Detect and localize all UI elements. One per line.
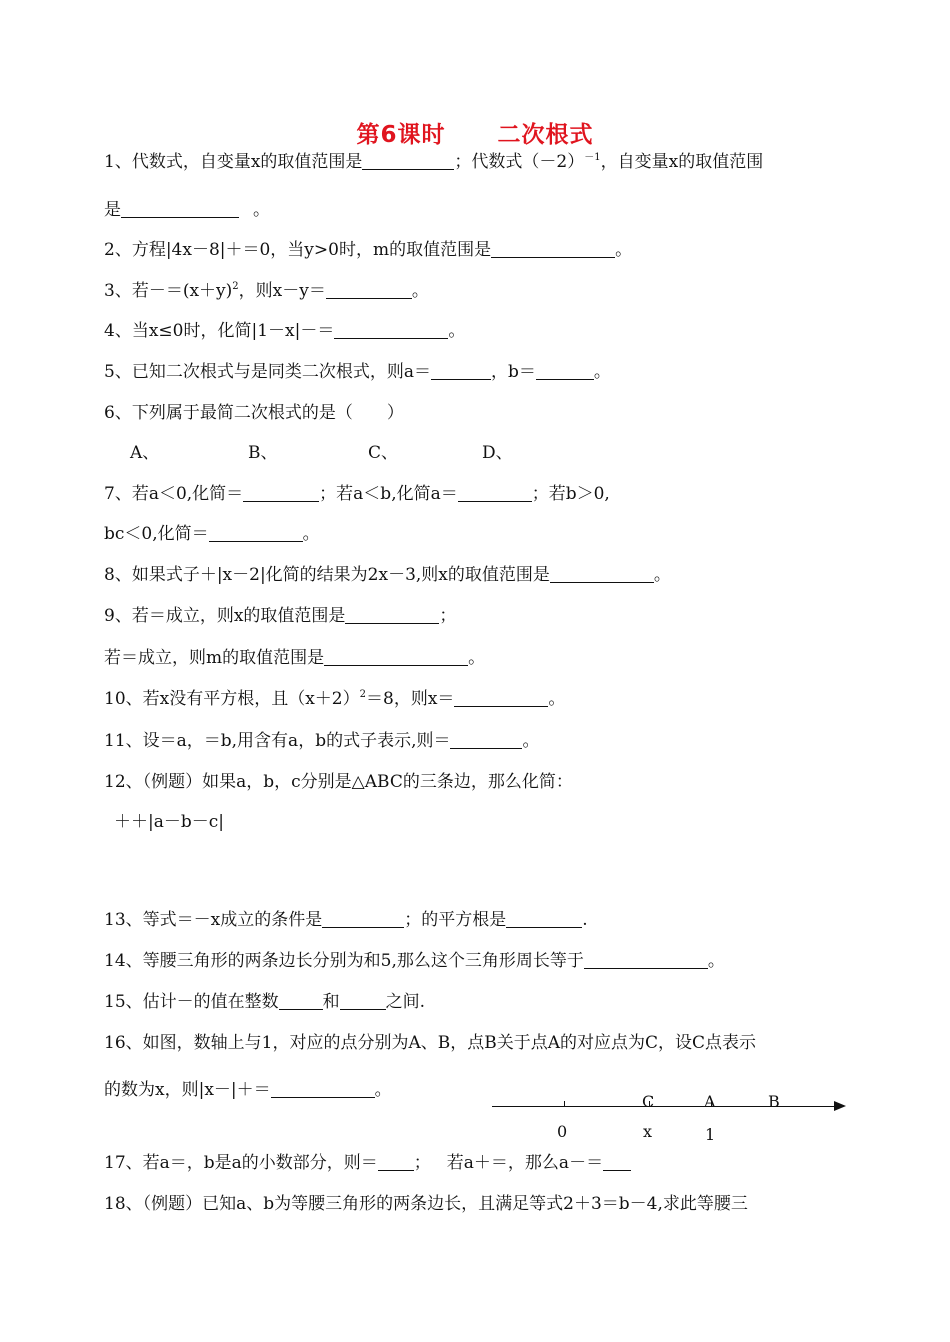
- answer-blank[interactable]: [271, 1079, 375, 1098]
- answer-blank[interactable]: [121, 199, 239, 218]
- answer-blank[interactable]: [378, 1152, 414, 1171]
- question-8: 8、如果式子＋|x－2|化简的结果为2x－3,则x的取值范围是 。: [104, 565, 671, 585]
- point-label-b: B: [768, 1092, 780, 1111]
- question-14: 14、等腰三角形的两条边长分别为和5,那么这个三角形周长等于 。: [104, 951, 725, 971]
- answer-blank[interactable]: [345, 605, 439, 624]
- value-label-one: 1: [705, 1125, 716, 1144]
- question-9-continued: 若＝成立，则m的取值范围是 。: [104, 648, 486, 668]
- value-label-zero: 0: [557, 1122, 568, 1141]
- number-line-axis: [492, 1106, 834, 1107]
- lesson-number: 第6课时: [356, 122, 446, 148]
- answer-blank[interactable]: [334, 320, 448, 339]
- answer-blank[interactable]: [362, 151, 454, 170]
- value-label-x: x: [643, 1122, 653, 1141]
- question-7-continued: bc＜0,化简＝ 。: [104, 524, 320, 544]
- question-6-options: [130, 441, 513, 465]
- point-label-c: C: [642, 1092, 655, 1111]
- question-5: 5、已知二次根式与是同类二次根式，则a＝ ，b＝ 。: [104, 362, 611, 382]
- question-1: 1、代数式，自变量x的取值范围是 ；代数式$(-2)^{-1}$，自变量x的取值范围: [104, 152, 764, 172]
- question-3: 3、若$-=(x+y)^2$，则x－y＝ 。: [104, 281, 429, 301]
- question-10: 10、若x没有平方根，且$(x+2)^2=8$，则x＝ 。: [104, 689, 566, 709]
- answer-blank[interactable]: [458, 483, 532, 502]
- question-13: 13、等式＝－x成立的条件是 ；的平方根是 .: [104, 910, 588, 930]
- answer-blank[interactable]: [431, 361, 491, 380]
- answer-blank[interactable]: [536, 361, 594, 380]
- answer-blank[interactable]: [506, 909, 582, 928]
- answer-blank[interactable]: [322, 909, 404, 928]
- answer-blank[interactable]: [209, 523, 303, 542]
- question-4: 4、当x≤0时，化简|1－x|－＝ 。: [104, 321, 466, 341]
- answer-blank[interactable]: [450, 730, 522, 749]
- answer-blank[interactable]: [279, 991, 323, 1010]
- page-title: [0, 116, 950, 149]
- option-c[interactable]: C、: [368, 443, 399, 463]
- question-16: 16、如图，数轴上与1，对应的点分别为A、B，点B关于点A的对应点为C，设C点表示: [104, 1033, 756, 1053]
- question-6: 6、下列属于最简二次根式的是（ ）: [104, 403, 404, 423]
- question-7: 7、若a＜0,化简＝ ；若a＜b,化简a＝ ；若b＞0,: [104, 484, 610, 504]
- tick-zero: [564, 1101, 565, 1106]
- question-11: 11、设＝a，＝b,用含有a，b的式子表示,则＝ 。: [104, 731, 540, 751]
- arrow-right-icon: [834, 1101, 846, 1111]
- answer-blank[interactable]: [603, 1152, 631, 1171]
- question-2: 2、方程|4x－8|＋＝0，当y>0时，m的取值范围是 。: [104, 240, 633, 260]
- question-17: 17、若a＝，b是a的小数部分，则＝ ； 若a＋＝，那么a－＝: [104, 1151, 631, 1175]
- answer-blank[interactable]: [584, 950, 708, 969]
- answer-blank[interactable]: [326, 280, 412, 299]
- question-1-continued: 是 。: [104, 200, 270, 220]
- question-12-expression: ＋＋|a－b－c|: [114, 812, 224, 832]
- answer-blank[interactable]: [491, 239, 615, 258]
- question-15: 15、估计－的值在整数 和 之间.: [104, 992, 426, 1012]
- point-label-a: A: [704, 1092, 716, 1111]
- question-12: 12、（例题）如果a，b，c分别是△ABC的三条边，那么化简：: [104, 772, 573, 792]
- answer-blank[interactable]: [243, 483, 319, 502]
- option-a[interactable]: A、: [130, 443, 160, 463]
- answer-blank[interactable]: [340, 991, 386, 1010]
- option-d[interactable]: D、: [482, 443, 513, 463]
- answer-blank[interactable]: [550, 564, 654, 583]
- answer-blank[interactable]: [324, 647, 468, 666]
- answer-blank[interactable]: [454, 688, 548, 707]
- option-b[interactable]: B、: [248, 443, 278, 463]
- question-9: 9、若＝成立，则x的取值范围是 ；: [104, 606, 457, 626]
- question-18: 18、（例题）已知a、b为等腰三角形的两条边长，且满足等式2＋3＝b－4,求此等腰三: [104, 1194, 748, 1214]
- question-16-continued: 的数为x，则|x－|＋＝ 。: [104, 1080, 392, 1100]
- lesson-topic: 二次根式: [497, 122, 594, 148]
